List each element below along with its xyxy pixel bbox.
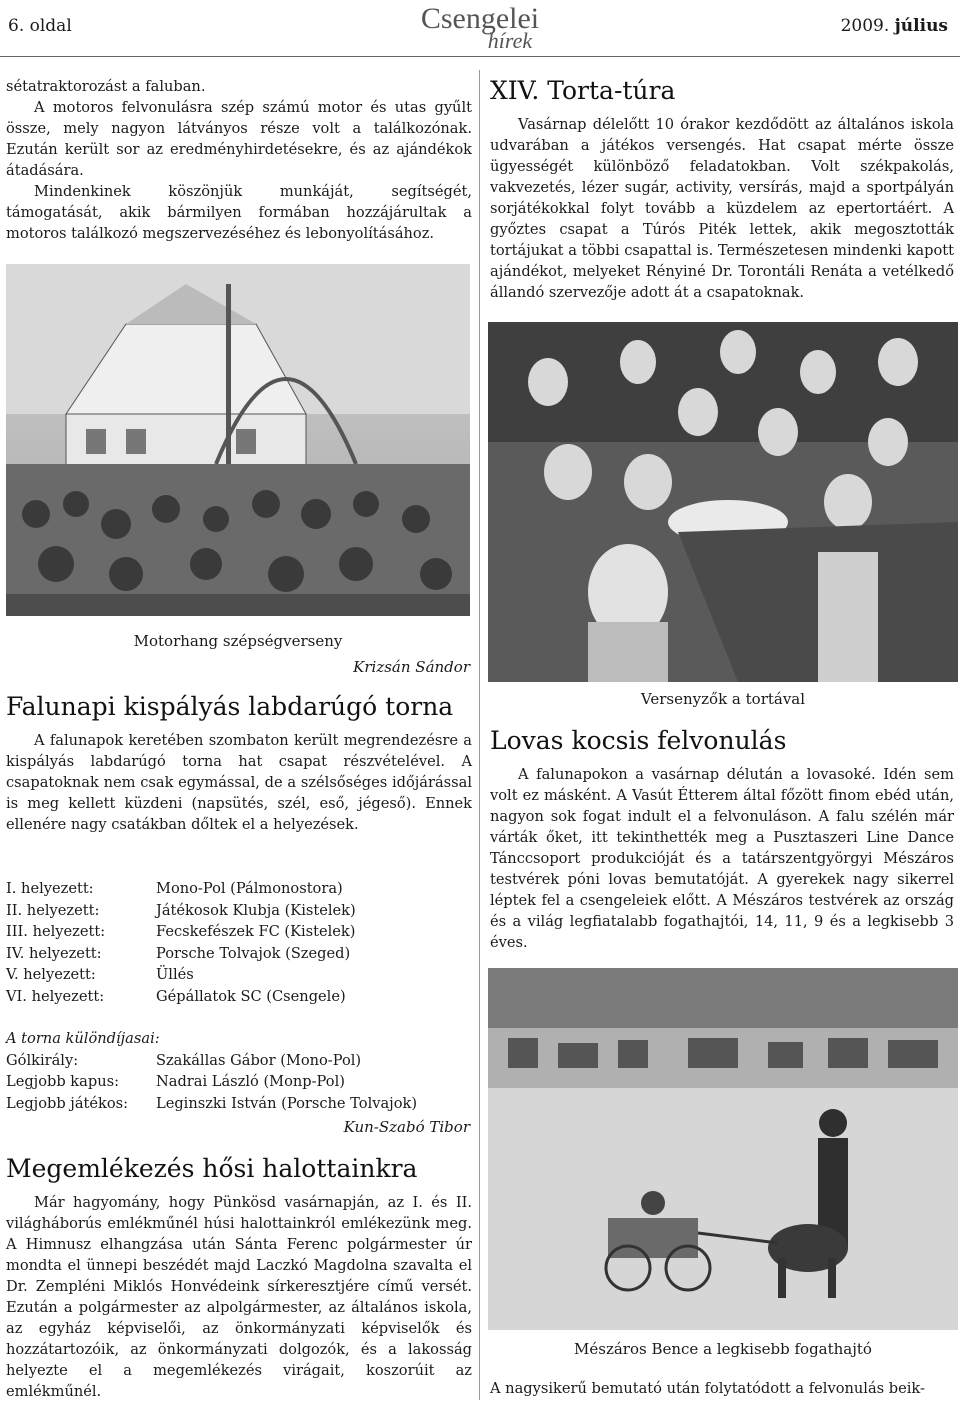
- paragraph: Mindenkinek köszönjük munkáját, segítségét, támogatását, akik bármilyen formában hozzájárultak a motoros találkozó megszervezéséhez és lebonyolításához.: [6, 183, 472, 242]
- result-place: VI. helyezett:: [6, 987, 105, 1005]
- award-name: Gólkirály:: [6, 1051, 79, 1069]
- award-name: Legjobb kapus:: [6, 1073, 119, 1090]
- football-article: [6, 730, 472, 835]
- award-winner: Szakállas Gábor (Mono-Pol): [156, 1051, 362, 1069]
- result-place: IV. helyezett:: [6, 944, 102, 962]
- result-row: [6, 921, 472, 943]
- column-divider: [479, 70, 480, 1400]
- result-place: I. helyezett:: [6, 880, 94, 897]
- cake-tour-article: [490, 114, 954, 303]
- article-title: Megemlékezés hősi halottainkra: [6, 1154, 418, 1183]
- result-team: Üllés: [156, 966, 194, 983]
- award-row: [6, 1050, 472, 1072]
- award-row: [6, 1071, 472, 1093]
- article-title: XIV. Torta-túra: [490, 76, 676, 105]
- header-rule: [0, 56, 960, 57]
- result-team: Porsche Tolvajok (Szeged): [156, 944, 351, 962]
- paragraph: sétatraktorozást a faluban.: [6, 78, 206, 95]
- result-row: [6, 900, 472, 922]
- award-winner: Nadrai László (Monp-Pol): [156, 1073, 345, 1090]
- result-row: [6, 986, 472, 1008]
- award-winner: Leginszki István (Porsche Tolvajok): [156, 1094, 418, 1112]
- result-place: II. helyezett:: [6, 901, 100, 919]
- special-awards: [6, 1028, 472, 1114]
- photo-caption: Mészáros Bence a legkisebb fogathajtó: [574, 1340, 872, 1358]
- issue-date: [841, 16, 948, 36]
- award-name: Legjobb játékos:: [6, 1094, 129, 1112]
- paragraph: A motoros felvonulásra szép számú motor és utas gyűlt össze, mely nagyon látványos része volt a találkozónak. Ezután került sor az eredményhirdetésekre, és az ajándékok átadására.: [6, 99, 472, 179]
- result-row: [6, 964, 472, 986]
- result-team: Játékosok Klubja (Kistelek): [156, 901, 356, 919]
- photo-caption: Versenyzők a tortával: [640, 690, 806, 708]
- photo-caption: Motorhang szépségverseny: [133, 632, 343, 650]
- continued-paragraph: A nagysikerű bemutató után folytatódott a felvonulás beik-: [490, 1380, 925, 1397]
- result-team: Mono-Pol (Pálmonostora): [156, 880, 343, 897]
- cake-competitors-photo: [488, 322, 958, 682]
- issue-month: július: [894, 16, 948, 36]
- result-row: [6, 943, 472, 965]
- paragraph: Vasárnap délelőtt 10 órakor kezdődött az általános iskola udvarában a játékos versengés. Hat csapat mérte össze ügyességét különböző feladatokban. Volt székpakolás, vakvezetés, lézer sugár, activity, versírás, majd a sportpályán sorjátékokkal folyt tovább a küzdelem az epertortáért. A győztes csapat a Túrós Piték lettek, akik megosztották tortájukat a többi csapattal is. Természetesen mindenki kapott ajándékot, melyeket Rényiné Dr. Torontáli Renáta a vetélkedő állandó szervezője adott át a csapatoknak.: [490, 116, 954, 301]
- article-author: Kun-Szabó Tibor: [343, 1118, 470, 1136]
- paragraph: A falunapokon a vasárnap délután a lovasoké. Idén sem volt ez másként. A Vasút Étterem által főzött finom ebéd után, nagyon sok fogat indult el a felvonuláson. A falu szélén már várták őket, itt tekinthették meg a Pusztaszeri Line Dance Tánccsoport produkcióját és a tatárszentgyörgyi Mészáros testvérek póni lovas bemutatóját. A gyerekek nagy sikerrel léptek fel a csengeleiek előtt. A Mészáros testvérek az ország és a világ legfiatalabb fogathajtói, 14, 11, 9 és a legkisebb 3 éves.: [490, 766, 954, 951]
- page-number: 6. oldal: [8, 16, 72, 36]
- motor-article-end: [6, 76, 472, 244]
- masthead-title: Csengelei: [420, 2, 540, 35]
- result-team: Fecskefészek FC (Kistelek): [156, 923, 356, 940]
- result-team: Gépállatok SC (Csengele): [156, 987, 346, 1005]
- award-row: [6, 1093, 472, 1115]
- memorial-article: [6, 1192, 472, 1402]
- motorcycle-photo: [6, 264, 470, 616]
- article-title: Falunapi kispályás labdarúgó torna: [6, 692, 454, 721]
- paragraph: A falunapok keretében szombaton került megrendezésre a kispályás labdarúgó torna hat csapat részvételével. A csapatoknak nem csak egymással, de a szélsőséges időjárással is meg kellett küzdeni (napsütés, szél, eső, jégeső). Ennek ellenére nagy csatákban dőltek el a helyezések.: [6, 732, 472, 833]
- result-place: III. helyezett:: [6, 923, 106, 940]
- masthead-subtitle: hírek: [487, 28, 533, 53]
- issue-year: 2009.: [840, 16, 890, 36]
- special-awards-title: A torna különdíjasai:: [6, 1030, 160, 1047]
- result-row: [6, 878, 472, 900]
- photo-author: Krizsán Sándor: [353, 658, 470, 676]
- pony-carriage-photo: [488, 968, 958, 1330]
- paragraph: Már hagyomány, hogy Pünkösd vasárnapján, az I. és II. világháborús emlékműnél húsi halottainkról emlékezünk meg. A Himnusz elhangzása után Sánta Ferenc polgármester úr mondta el ünnepi beszédét majd Laczkó Magdolna szavalta el Dr. Zempléni Miklós Honvédeink sírkeresztjére című versét. Ezután a polgármester az alpolgármester, az általános iskola, az egyház képviselői, az önkormányzati képviselők és hozzátartozóik, az önkormányzati dolgozók, és a lakosság helyezte el a megemlékezés virágait, koszorúit az emlékműnél.: [6, 1194, 472, 1400]
- results-list: [6, 878, 472, 1007]
- masthead-logo: [0, 2, 960, 53]
- article-title: Lovas kocsis felvonulás: [490, 726, 787, 755]
- horse-parade-article: [490, 764, 954, 953]
- result-place: V. helyezett:: [6, 966, 96, 983]
